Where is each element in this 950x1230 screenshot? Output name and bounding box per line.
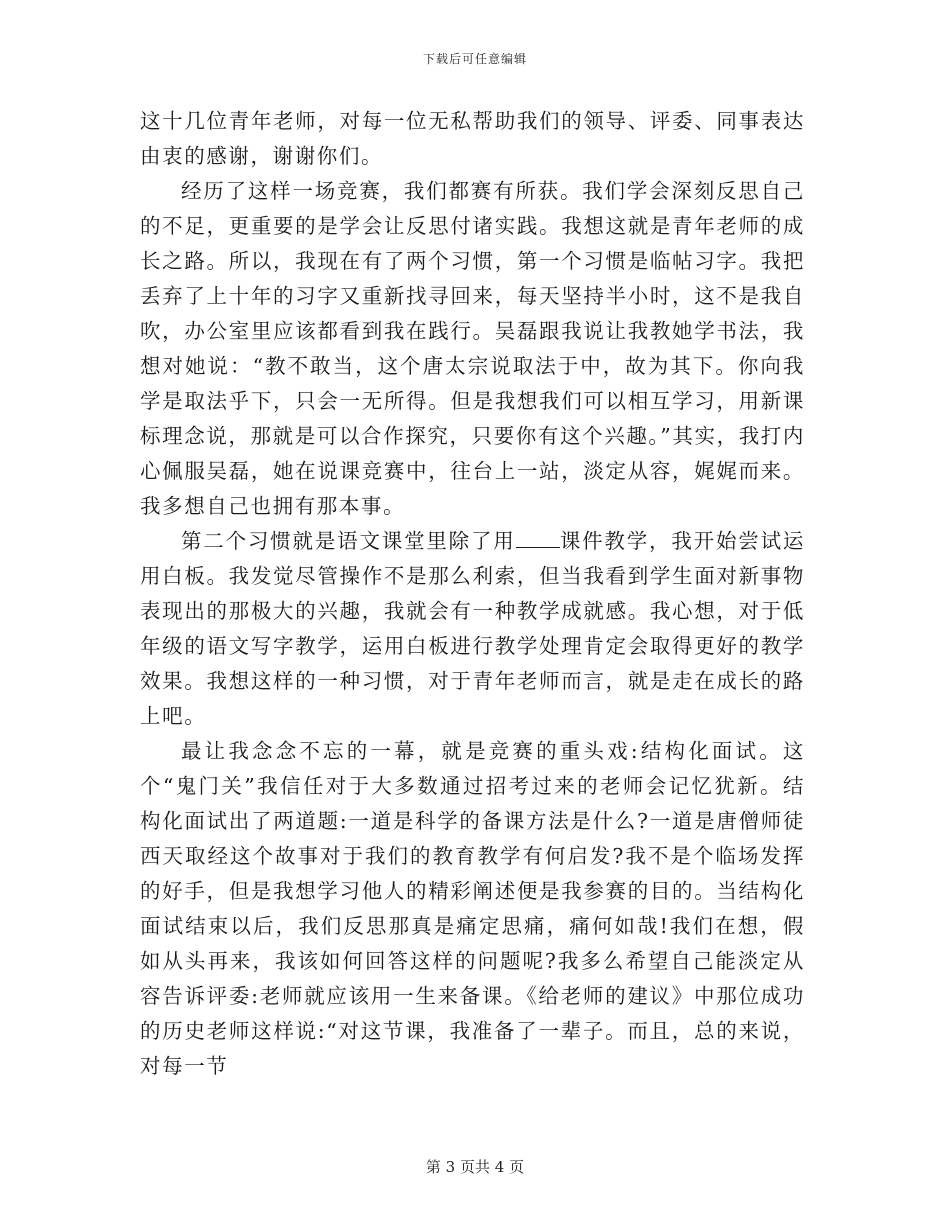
fill-in-blank [516, 529, 560, 548]
page-footer: 第 3 页共 4 页 [425, 1158, 525, 1176]
page-header: 下载后可任意编辑 [422, 52, 527, 66]
paragraph-4: 最让我念念不忘的一幕，就是竞赛的重头戏:结构化面试。这个“鬼门关”我信任对于大多数通过招考过来的老师会记忆犹新。结构化面试出了两道题:一道是科学的备课方法是什么?一道是唐僧师徒西天取经这个故事对于我们的教育教学有何启发?我不是个临场发挥的好手，但是我想学习他人的精彩阐述便是我参赛的目的。当结构化面试结束以后，我们反思那真是痛定思痛，痛何如哉!我们在想，假如从头再来，我该如何回答这样的问题呢?我多么希望自己能淡定从容告诉评委:老师就应该用一生来备课。《给老师的建议》中那位成功的历史老师这样说:“对这节课，我准备了一辈子。而且，总的来说，对每一节 [140, 739, 805, 1078]
paragraph-3-before-blank: 第二个习惯就是语文课堂里除了用 [181, 529, 516, 553]
paragraph-2: 经历了这样一场竞赛，我们都赛有所获。我们学会深刻反思自己的不足，更重要的是学会让反思付诸实践。我想这就是青年老师的成长之路。所以，我现在有了两个习惯，第一个习惯是临帖习字。我把丢弃了上十年的习字又重新找寻回来，每天坚持半小时，这不是我自吹，办公室里应该都看到我在践行。吴磊跟我说让我教她学书法，我想对她说：“教不敢当，这个唐太宗说取法于中，故为其下。你向我学是取法乎下，只会一无所得。但是我想我们可以相互学习，用新课标理念说，那就是可以合作探究，只要你有这个兴趣。”其实，我打内心佩服吴磊，她在说课竞赛中，往台上一站，淡定从容，娓娓而来。我多想自己也拥有那本事。 [140, 179, 805, 518]
paragraph-3-after-blank: 课件教学，我开始尝试运用白板。我发觉尽管操作不是那么利索，但当我看到学生面对新事物表现出的那极大的兴趣，我就会有一种教学成就感。我心想，对于低年级的语文写字教学，运用白板进行教学处理肯定会取得更好的教学效果。我想这样的一种习惯，对于青年老师而言，就是走在成长的路上吧。 [140, 529, 805, 728]
document-body [140, 104, 805, 1084]
paragraph-3 [140, 524, 805, 734]
paragraph-1: 这十几位青年老师，对每一位无私帮助我们的领导、评委、同事表达由衷的感谢，谢谢你们。 [140, 109, 805, 168]
